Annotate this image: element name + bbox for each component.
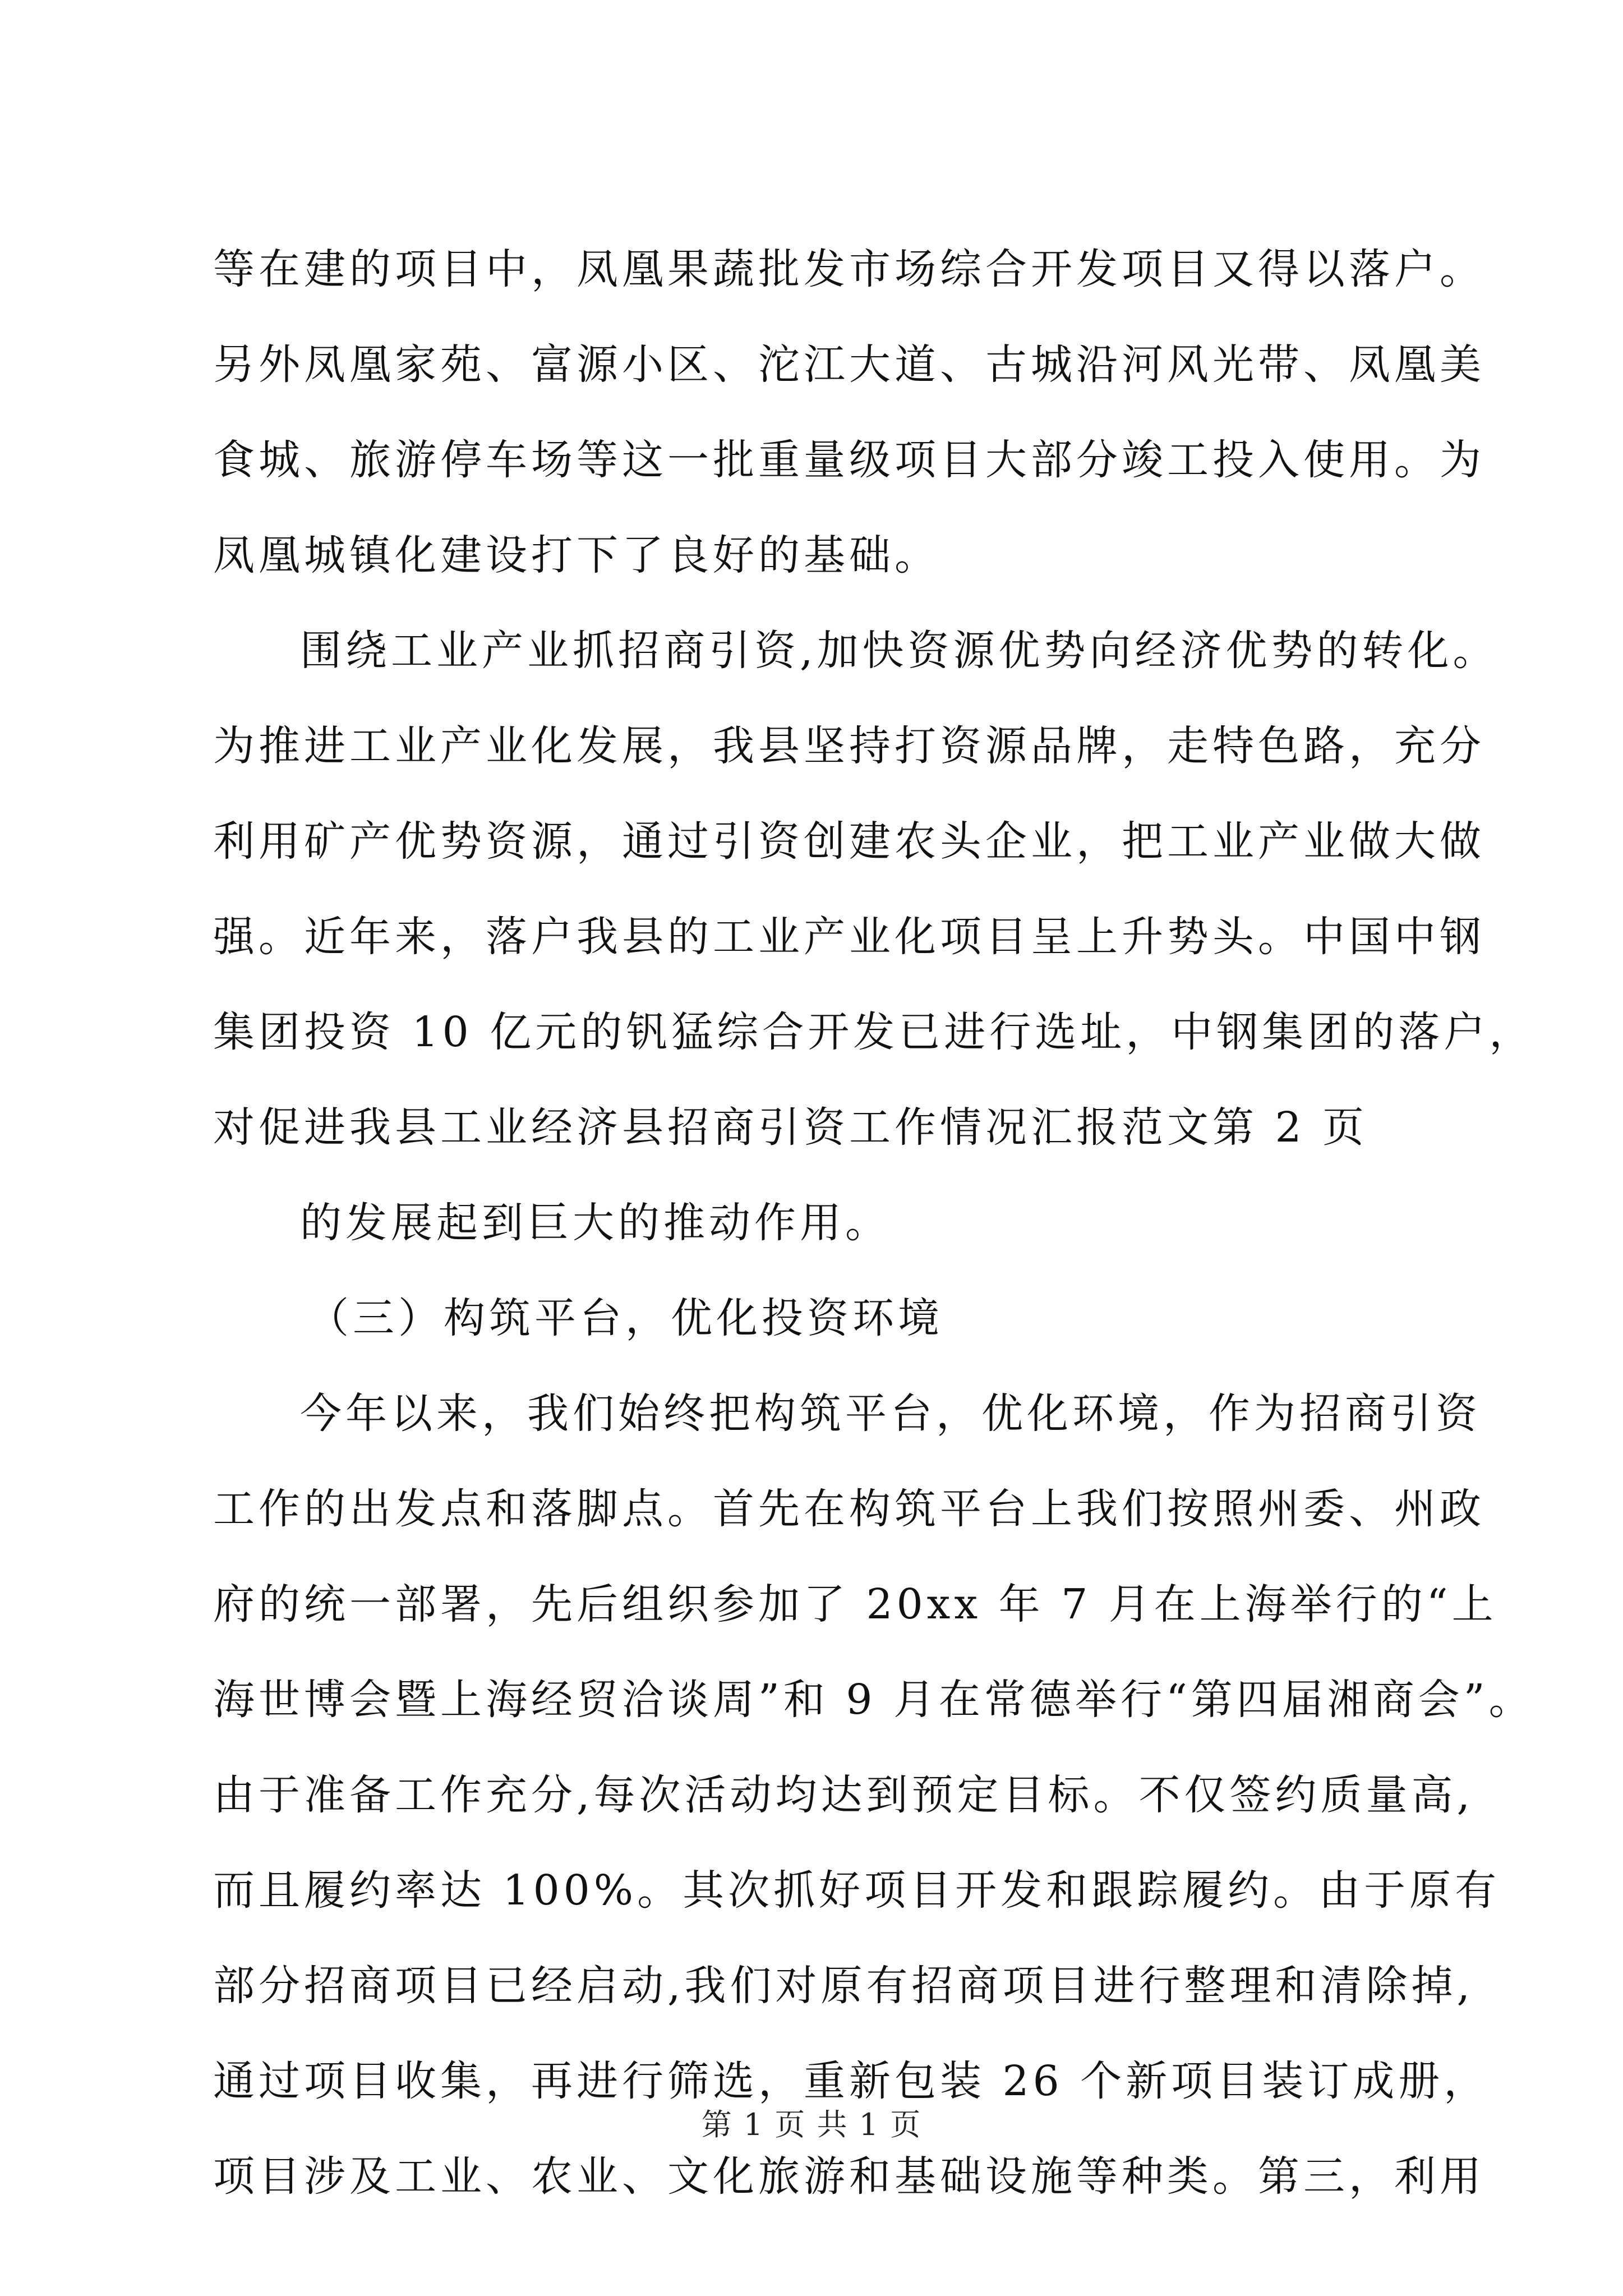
text-line: 通过项目收集，再进行筛选，重新包装 26 个新项目装订成册， bbox=[213, 2057, 1490, 2105]
text-line: 而且履约率达 100%。其次抓好项目开发和跟踪履约。由于原有 bbox=[213, 1866, 1501, 1915]
text-line: 食城、旅游停车场等这一批重量级项目大部分竣工投入使用。为 bbox=[213, 436, 1485, 484]
text-line: 为推进工业产业化发展，我县坚持打资源品牌，走特色路，充分 bbox=[213, 722, 1485, 770]
page-footer: 第 1 页 共 1 页 bbox=[701, 2107, 922, 2142]
text-line: 利用矿产优势资源，通过引资创建农头企业，把工业产业做大做 bbox=[213, 817, 1485, 866]
text-line: 部分招商项目已经启动,我们对原有招商项目进行整理和清除掉, bbox=[213, 1962, 1474, 2010]
text-line: 工作的出发点和落脚点。首先在构筑平台上我们按照州委、州政 bbox=[213, 1485, 1485, 1533]
text-line: 强。近年来，落户我县的工业产业化项目呈上升势头。中国中钢 bbox=[213, 913, 1485, 961]
text-line: 对促进我县工业经济县招商引资工作情况汇报范文第 2 页 bbox=[213, 1103, 1368, 1152]
section-heading: （三）构筑平台，优化投资环境 bbox=[307, 1294, 943, 1342]
paragraph-start-line: 围绕工业产业抓招商引资,加快资源优势向经济优势的转化。 bbox=[300, 627, 1498, 675]
text-line: 凤凰城镇化建设打下了良好的基础。 bbox=[213, 531, 940, 579]
paragraph-start-line: 今年以来，我们始终把构筑平台，优化环境，作为招商引资 bbox=[300, 1389, 1481, 1438]
text-line: 海世博会暨上海经贸洽谈周”和 9 月在常德举行“第四届湘商会”。 bbox=[213, 1676, 1534, 1724]
text-line: 由于准备工作充分,每次活动均达到预定目标。不仅签约质量高, bbox=[213, 1771, 1474, 1819]
body-text bbox=[213, 222, 1535, 2224]
text-line: 另外凤凰家苑、富源小区、沱江大道、古城沿河风光带、凤凰美 bbox=[213, 341, 1485, 389]
text-line: 府的统一部署，先后组织参加了 20xx 年 7 月在上海举行的“上 bbox=[213, 1580, 1497, 1628]
text-line: 集团投资 10 亿元的钒猛综合开发已进行选址，中钢集团的落户， bbox=[213, 1008, 1535, 1056]
text-line: 等在建的项目中，凤凰果蔬批发市场综合开发项目又得以落户。 bbox=[213, 245, 1485, 293]
text-line: 的发展起到巨大的推动作用。 bbox=[300, 1199, 891, 1247]
text-line: 项目涉及工业、农业、文化旅游和基础设施等种类。第三，利用 bbox=[213, 2152, 1485, 2201]
